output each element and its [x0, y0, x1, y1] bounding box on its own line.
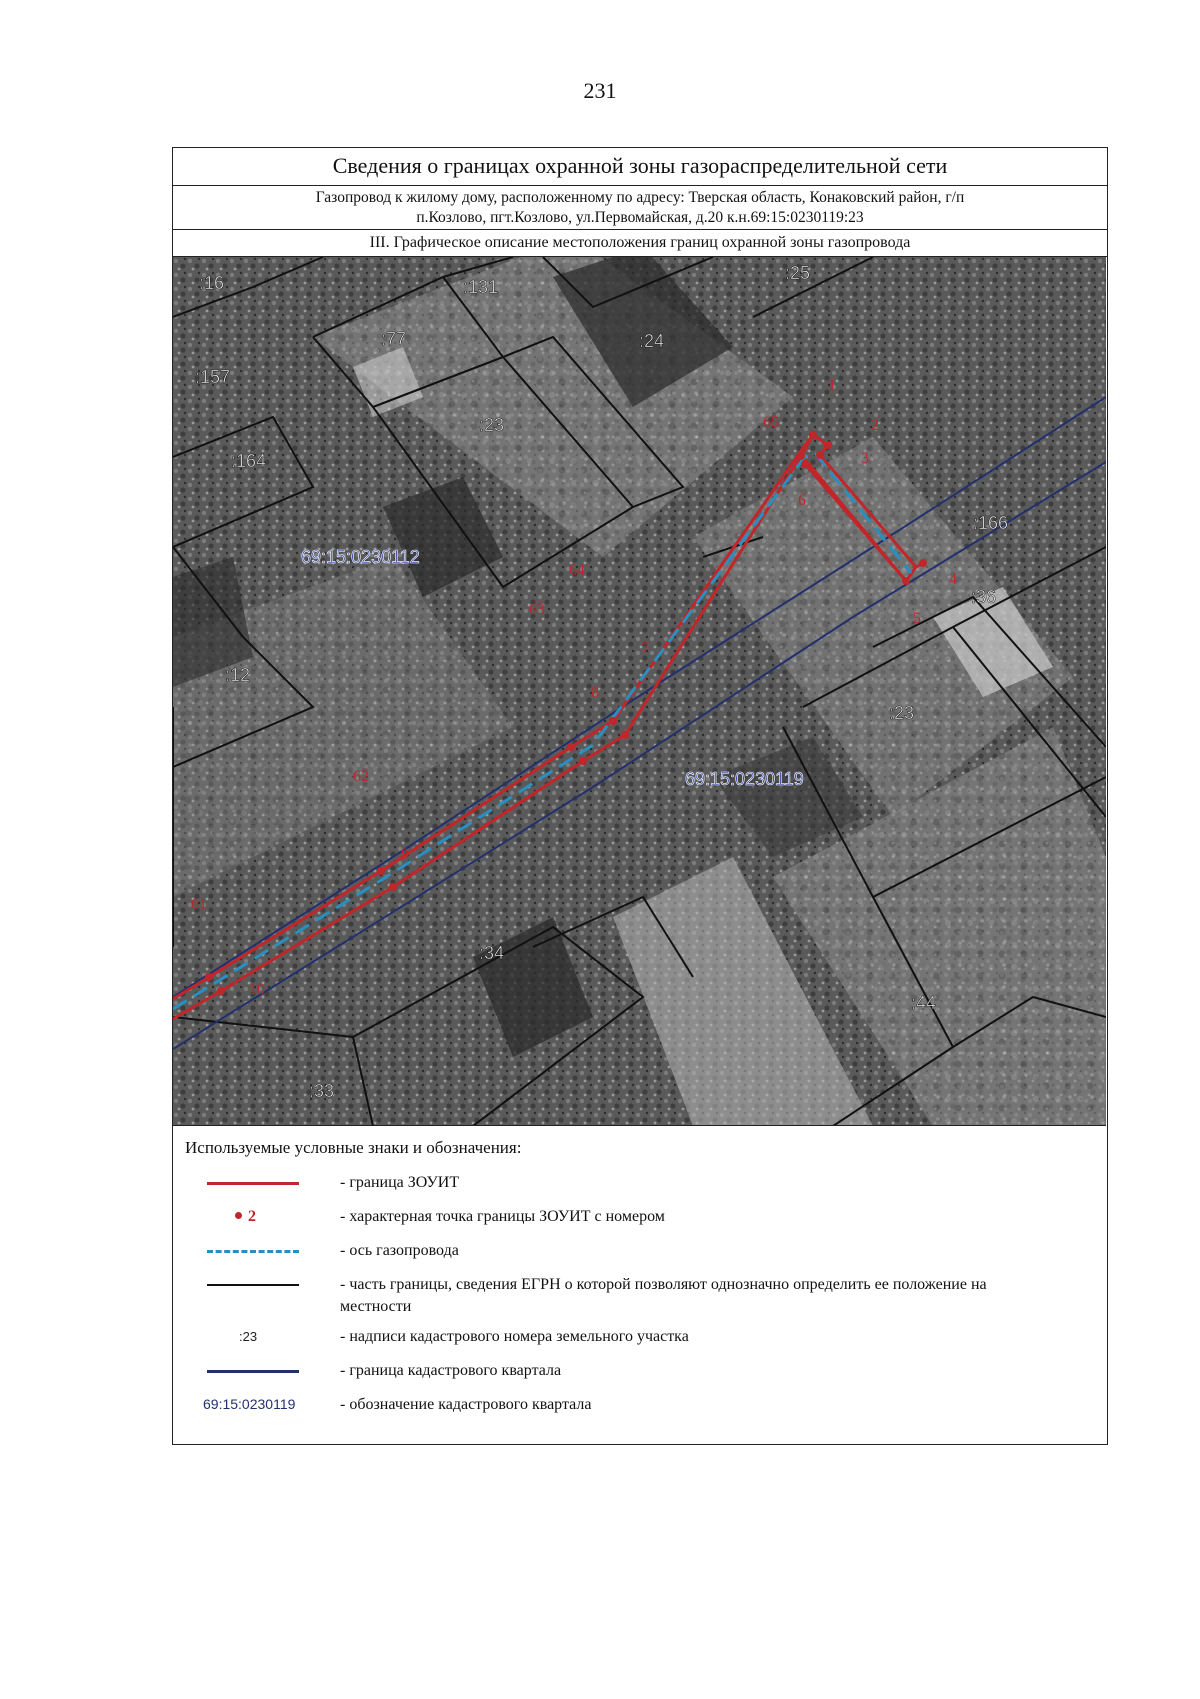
black-line-symbol [185, 1272, 340, 1298]
point-label-2: 2 [871, 417, 879, 434]
point-label-8: 8 [591, 684, 599, 701]
object-description-line-2: п.Козлово, пгт.Козлово, ул.Первомайская, д.20 к.н.69:15:0230119:23 [416, 209, 864, 226]
red-line-symbol [185, 1170, 340, 1196]
legend-text: - граница ЗОУИТ [340, 1174, 460, 1191]
navy-line-symbol [185, 1358, 340, 1384]
legend-item-quarter-label [185, 1392, 1107, 1426]
legend-text: - часть границы, сведения ЕГРН о которой позволяют однозначно определить ее положение на местности [340, 1276, 987, 1315]
point-label-1: 1 [828, 377, 836, 394]
aerial-imagery [173, 257, 1106, 1126]
point-sample-label: 2 [248, 1208, 256, 1225]
legend-item-parcel-boundary [185, 1272, 1107, 1324]
legend-title: Используемые условные знаки и обозначения: [185, 1138, 522, 1157]
parcel-label-23-north: :23 [479, 415, 505, 435]
legend-text: - ось газопровода [340, 1242, 459, 1259]
parcel-label-25: :25 [785, 263, 811, 283]
parcel-label-44: :44 [911, 993, 937, 1013]
quarter-label-symbol [185, 1392, 340, 1418]
point-label-64: 64 [569, 562, 585, 579]
point-label-61: 61 [191, 896, 207, 913]
quarter-label-0230119: 69:15:0230119 [685, 769, 804, 789]
legend-text: - характерная точка границы ЗОУИТ с номером [340, 1208, 665, 1225]
document-frame [172, 147, 1108, 1445]
parcel-label-77: :77 [381, 329, 407, 349]
point-label-5: 5 [913, 610, 921, 627]
point-label-10: 10 [249, 981, 265, 998]
legend-text: - граница кадастрового квартала [340, 1362, 562, 1379]
legend-item-quarter-boundary [185, 1358, 1107, 1392]
parcel-label-164: :164 [231, 451, 267, 471]
parcel-label-166: :166 [973, 513, 1009, 533]
point-label-7: 7 [641, 640, 649, 657]
object-description-line-1: Газопровод к жилому дому, расположенному по адресу: Тверская область, Конаковский район, г/п [315, 189, 965, 206]
parcel-label-symbol [185, 1324, 340, 1350]
quarter-sample-label: 69:15:0230119 [203, 1396, 296, 1412]
legend-item-parcel-label [185, 1324, 1107, 1358]
point-label-9: 9 [401, 846, 409, 863]
section-title: III. Графическое описание местоположения границ охранной зоны газопровода [173, 230, 1107, 257]
aerial-map [173, 257, 1106, 1126]
parcel-label-33: :33 [309, 1081, 335, 1101]
parcel-label-131: :131 [463, 277, 499, 297]
blue-dashed-line-symbol [185, 1238, 340, 1264]
parcel-label-34: :34 [479, 943, 505, 963]
page-number: 231 [583, 78, 617, 103]
parcel-label-157: :157 [195, 367, 231, 387]
red-point-symbol [185, 1204, 340, 1230]
parcel-label-16: :16 [199, 273, 225, 293]
object-description [173, 186, 1107, 230]
legend-item-pipeline-axis [185, 1238, 1107, 1272]
legend-item-zone-point [185, 1204, 1107, 1238]
parcel-sample-label: :23 [239, 1329, 258, 1344]
legend-text: - обозначение кадастрового квартала [340, 1396, 592, 1413]
legend-text: - надписи кадастрового номера земельного участка [340, 1328, 689, 1345]
legend [173, 1126, 1107, 1426]
quarter-label-0230112: 69:15:0230112 [301, 547, 420, 567]
parcel-label-12: :12 [225, 665, 251, 685]
point-label-3: 3 [861, 450, 869, 467]
point-label-63: 63 [529, 601, 545, 618]
parcel-label-23-south: :23 [889, 703, 915, 723]
parcel-label-36: :36 [971, 587, 997, 607]
parcel-label-24: :24 [639, 331, 665, 351]
legend-item-zone-boundary [185, 1170, 1107, 1204]
point-label-62: 62 [353, 768, 369, 785]
map-area [173, 257, 1106, 1126]
point-label-6: 6 [798, 492, 806, 509]
point-label-65: 65 [763, 414, 779, 431]
point-label-4: 4 [949, 571, 957, 588]
document-title: Сведения о границах охранной зоны газораспределительной сети [173, 148, 1107, 186]
